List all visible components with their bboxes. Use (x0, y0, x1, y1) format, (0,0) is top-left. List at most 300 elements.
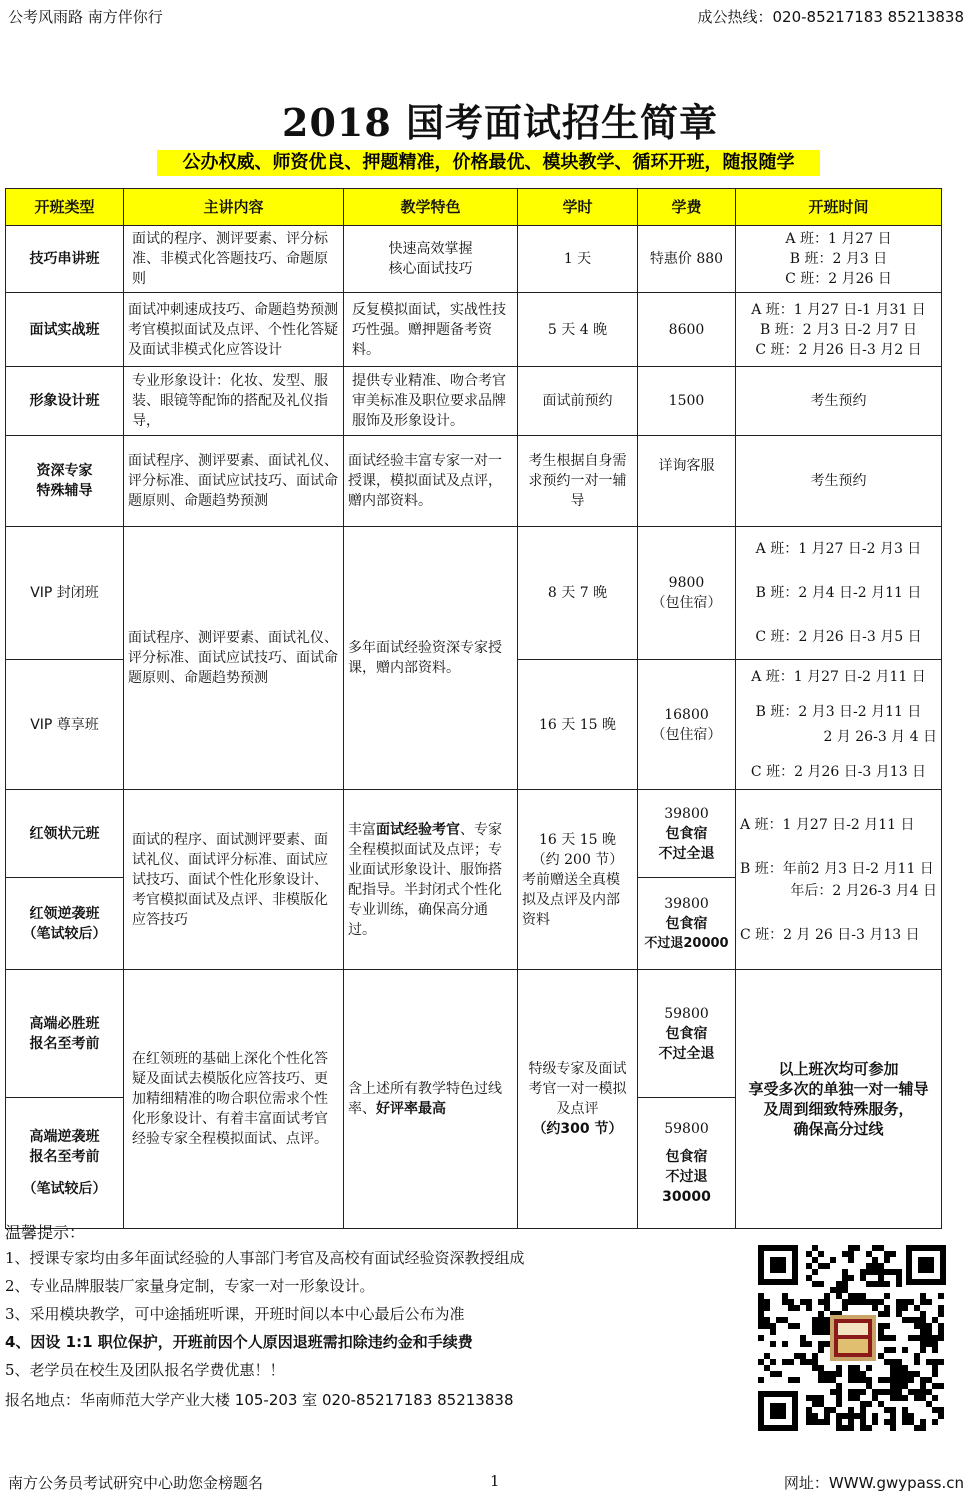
qr-module (920, 1341, 926, 1347)
fee-line: 包食宿 (665, 825, 708, 842)
qr-module (890, 1419, 896, 1425)
feature-text: 含上述所有教学特色过线率、 (348, 1081, 502, 1117)
qr-module (818, 1371, 824, 1377)
qr-module (824, 1419, 830, 1425)
qr-module (914, 1353, 920, 1359)
qr-module (920, 1377, 926, 1383)
class-fee (638, 790, 736, 878)
qr-module (884, 1311, 890, 1317)
qr-module (878, 1389, 884, 1395)
qr-module (866, 1251, 872, 1257)
qr-module (806, 1407, 812, 1413)
qr-module (902, 1317, 908, 1323)
class-type: 面试实战班 (6, 293, 124, 367)
qr-module (806, 1263, 812, 1269)
class-hours (518, 790, 638, 970)
qr-module (902, 1395, 908, 1401)
class-fee (638, 660, 736, 790)
qr-module (896, 1395, 902, 1401)
qr-module (872, 1269, 878, 1275)
qr-module (770, 1329, 776, 1335)
qr-module (812, 1323, 818, 1329)
qr-module (770, 1341, 776, 1347)
class-hours: 1 天 (518, 226, 638, 293)
qr-module (818, 1341, 824, 1347)
fee-line: 39800 (664, 895, 709, 912)
qr-module (902, 1365, 908, 1371)
qr-module (776, 1317, 782, 1323)
qr-module (884, 1269, 890, 1275)
qr-module (926, 1377, 932, 1383)
qr-module (854, 1395, 860, 1401)
qr-module (896, 1299, 902, 1305)
qr-module (872, 1257, 878, 1263)
table-row (6, 367, 942, 436)
qr-module (848, 1257, 854, 1263)
hours-line: 16 天 15 晚 (539, 831, 616, 848)
qr-module (818, 1377, 824, 1383)
qr-module (872, 1299, 878, 1305)
qr-module (920, 1383, 926, 1389)
qr-module (812, 1281, 818, 1287)
qr-module (836, 1383, 842, 1389)
tips-heading: 温馨提示： (5, 1223, 86, 1242)
qr-module (854, 1245, 860, 1251)
qr-module (938, 1407, 944, 1413)
fee-line: 不过退20000 (644, 935, 729, 951)
qr-module (890, 1383, 896, 1389)
class-feature: 多年面试经验资深专家授课，赠内部资料。 (344, 527, 518, 790)
fee-line: 包食宿 (665, 1025, 708, 1042)
qr-module (926, 1401, 932, 1407)
qr-module (836, 1425, 842, 1431)
qr-module (806, 1419, 812, 1425)
qr-module (884, 1323, 890, 1329)
qr-module (848, 1299, 854, 1305)
qr-module (926, 1335, 932, 1341)
qr-module (938, 1293, 944, 1299)
qr-module (938, 1329, 944, 1335)
qr-module (758, 1323, 764, 1329)
time-line: A 班：1 月27 日-2 月11 日 (751, 668, 926, 685)
qr-module (842, 1287, 848, 1293)
qr-module (848, 1377, 854, 1383)
qr-module (848, 1425, 854, 1431)
qr-module (836, 1389, 842, 1395)
tip-item: 1、授课专家均由多年面试经验的人事部门考官及高校有面试经验资深教授组成 (5, 1249, 525, 1267)
qr-module (866, 1401, 872, 1407)
qr-module (812, 1365, 818, 1371)
class-type-line: 高端必胜班 (29, 1015, 100, 1032)
qr-module (836, 1413, 842, 1419)
qr-module (812, 1359, 818, 1365)
qr-module (824, 1293, 830, 1299)
class-fee: 1500 (638, 367, 736, 436)
class-feature (344, 790, 518, 970)
time-line: 以上班次均可参加 (778, 1060, 899, 1078)
qr-module (914, 1323, 920, 1329)
qr-module (884, 1251, 890, 1257)
qr-module (842, 1251, 848, 1257)
time-line: A 班：1 月27 日-2 月3 日 (755, 541, 922, 557)
qr-module (848, 1395, 854, 1401)
footer-website: 网址：WWW.gwypass.cn (783, 1474, 964, 1492)
qr-module (890, 1251, 896, 1257)
qr-module (818, 1329, 824, 1335)
qr-module (818, 1365, 824, 1371)
qr-module (932, 1347, 938, 1353)
qr-module (920, 1293, 926, 1299)
class-time: 考生预约 (736, 367, 942, 436)
fee-line: 包食宿 (665, 1149, 708, 1165)
qr-module (758, 1299, 764, 1305)
qr-module (866, 1365, 872, 1371)
qr-module (848, 1275, 854, 1281)
qr-module (872, 1419, 878, 1425)
qr-module (914, 1335, 920, 1341)
time-line: B 班：2 月4 日-2 月11 日 (755, 585, 922, 601)
qr-module (758, 1359, 764, 1365)
qr-module (902, 1407, 908, 1413)
qr-module (896, 1269, 902, 1275)
qr-module (884, 1347, 890, 1353)
qr-module (920, 1335, 926, 1341)
qr-module (932, 1365, 938, 1371)
qr-module (824, 1263, 830, 1269)
qr-module (908, 1371, 914, 1377)
qr-module (830, 1287, 836, 1293)
fee-line: 59800 (664, 1005, 709, 1022)
qr-module (806, 1275, 812, 1281)
col-header-time: 开班时间 (736, 189, 942, 226)
qr-module (782, 1293, 788, 1299)
qr-module (914, 1359, 920, 1365)
qr-module (884, 1281, 890, 1287)
qr-module (806, 1251, 812, 1257)
qr-module (848, 1407, 854, 1413)
table-row (6, 436, 942, 527)
time-line: 年后：2 月26-3 月4 日 (790, 882, 937, 899)
qr-module (800, 1353, 806, 1359)
qr-module (914, 1425, 920, 1431)
time-line: B 班：2 月3 日 (789, 251, 888, 267)
qr-module (854, 1371, 860, 1377)
qr-module (836, 1401, 842, 1407)
qr-module (848, 1389, 854, 1395)
class-fee: 详询客服 (638, 436, 736, 527)
qr-code-icon (756, 1243, 948, 1433)
qr-module (872, 1413, 878, 1419)
qr-module (866, 1425, 872, 1431)
qr-module (758, 1293, 764, 1299)
fee-line: 16800 (664, 706, 709, 723)
qr-module (824, 1413, 830, 1419)
qr-module (824, 1377, 830, 1383)
qr-module (806, 1305, 812, 1311)
qr-module (914, 1317, 920, 1323)
qr-module (878, 1353, 884, 1359)
qr-module (926, 1323, 932, 1329)
qr-module (890, 1377, 896, 1383)
qr-module (812, 1257, 818, 1263)
hours-line: 特级专家及面试考官一对一模拟及点评 (528, 1061, 627, 1117)
class-feature: 快速高效掌握 核心面试技巧 (344, 226, 518, 293)
qr-module (908, 1419, 914, 1425)
qr-module (824, 1341, 830, 1347)
qr-module (872, 1395, 878, 1401)
class-fee (638, 970, 736, 1098)
qr-module (890, 1347, 896, 1353)
qr-module (788, 1377, 794, 1383)
qr-module (896, 1365, 902, 1371)
class-type-line: 特殊辅导 (36, 483, 93, 499)
page-subtitle: 公办权威、师资优良、押题精准，价格最优、模块教学、循环开班，随报随学 (157, 150, 820, 176)
qr-module (812, 1329, 818, 1335)
page-title: 2018 国考面试招生简章 (282, 100, 718, 145)
tip-item: 2、专业品牌服装厂家量身定制，专家一对一形象设计。 (5, 1277, 375, 1295)
qr-module (872, 1389, 878, 1395)
qr-module (782, 1299, 788, 1305)
qr-module (938, 1323, 944, 1329)
qr-module (878, 1263, 884, 1269)
qr-module (812, 1401, 818, 1407)
qr-module (818, 1347, 824, 1353)
class-type (6, 436, 124, 527)
address (5, 1386, 525, 1414)
col-header-fee: 学费 (638, 189, 736, 226)
page-number: 1 (490, 1472, 500, 1490)
qr-module (932, 1359, 938, 1365)
qr-module (920, 1317, 926, 1323)
time-line: C 班：2 月 26 日-3 月13 日 (740, 926, 920, 943)
qr-module (896, 1305, 902, 1311)
qr-module (878, 1323, 884, 1329)
class-fee: 8600 (638, 293, 736, 367)
class-time (736, 226, 942, 293)
qr-module (896, 1377, 902, 1383)
qr-module (800, 1359, 806, 1365)
table-row (6, 226, 942, 293)
qr-module (782, 1341, 788, 1347)
qr-module (818, 1395, 824, 1401)
qr-module (938, 1335, 944, 1341)
qr-module (896, 1281, 902, 1287)
address-text: 报名地点：华南师范大学产业大楼 105-203 室 020-85217183 85213838 (5, 1391, 514, 1409)
qr-module (908, 1389, 914, 1395)
qr-module (812, 1269, 818, 1275)
time-line: C 班：2 月26 日-3 月13 日 (750, 763, 927, 780)
qr-module (836, 1419, 842, 1425)
qr-module (890, 1365, 896, 1371)
qr-module (824, 1299, 830, 1305)
qr-module (908, 1317, 914, 1323)
qr-module (896, 1311, 902, 1317)
qr-module (818, 1251, 824, 1257)
fee-line: 包食宿 (665, 915, 708, 932)
qr-module (770, 1323, 776, 1329)
qr-module (884, 1377, 890, 1383)
qr-module (884, 1335, 890, 1341)
table-row (6, 790, 942, 878)
qr-module (878, 1269, 884, 1275)
class-type (6, 970, 124, 1098)
class-time (736, 790, 942, 970)
class-hours (518, 970, 638, 1229)
qr-module (758, 1317, 764, 1323)
footer-slogan: 南方公务员考试研究中心助您金榜题名 (8, 1474, 264, 1492)
qr-module (758, 1377, 764, 1383)
qr-module (896, 1371, 902, 1377)
table-row (6, 293, 942, 367)
fee-line: 不过退 (665, 1169, 708, 1185)
qr-module (794, 1353, 800, 1359)
qr-code-image (756, 1243, 948, 1433)
qr-module (854, 1377, 860, 1383)
qr-module (818, 1311, 824, 1317)
qr-module (842, 1413, 848, 1419)
time-line: C 班：2 月26 日 (785, 271, 892, 287)
qr-module (872, 1263, 878, 1269)
qr-module (890, 1335, 896, 1341)
qr-module (878, 1377, 884, 1383)
feature-highlight: 好评率最高 (376, 1101, 446, 1117)
qr-module (926, 1341, 932, 1347)
fee-line: 9800 (668, 575, 705, 591)
qr-module (896, 1389, 902, 1395)
qr-module (824, 1371, 830, 1377)
qr-module (788, 1323, 794, 1329)
qr-module (890, 1389, 896, 1395)
qr-module (758, 1305, 764, 1311)
class-type-line: 资深专家 (36, 463, 93, 479)
class-type: 红领状元班 (6, 790, 124, 878)
qr-module (902, 1413, 908, 1419)
qr-module (848, 1251, 854, 1257)
qr-module (920, 1389, 926, 1395)
class-content: 面试的程序、面试测评要素、面试礼仪、面试评分标准、面试应试技巧、面试个性化形象设计、考官模拟面试及点评、非模版化应答技巧 (124, 790, 344, 970)
class-type (6, 1098, 124, 1229)
qr-module (800, 1299, 806, 1305)
qr-module (794, 1323, 800, 1329)
hours-line: 考前赠送全真模拟及点评及内部资料 (522, 871, 620, 928)
qr-module (866, 1269, 872, 1275)
qr-module (842, 1425, 848, 1431)
qr-module (926, 1389, 932, 1395)
qr-module (824, 1329, 830, 1335)
qr-module (836, 1281, 842, 1287)
qr-module (824, 1317, 830, 1323)
qr-module (848, 1365, 854, 1371)
qr-module (872, 1245, 878, 1251)
qr-module (884, 1293, 890, 1299)
time-line: B 班：年前2 月3 日-2 月11 日 (740, 860, 934, 877)
qr-module (848, 1245, 854, 1251)
class-type: 形象设计班 (6, 367, 124, 436)
qr-module (902, 1383, 908, 1389)
qr-module (866, 1281, 872, 1287)
qr-module (812, 1353, 818, 1359)
qr-module (878, 1245, 884, 1251)
qr-module (902, 1419, 908, 1425)
qr-module (908, 1413, 914, 1419)
qr-module (836, 1395, 842, 1401)
class-time (736, 527, 942, 660)
qr-module (764, 1353, 770, 1359)
qr-module (860, 1413, 866, 1419)
fee-line: （包住宿） (651, 595, 722, 611)
qr-module (866, 1377, 872, 1383)
qr-module (806, 1359, 812, 1365)
class-type: VIP 封闭班 (6, 527, 124, 660)
qr-module (908, 1335, 914, 1341)
time-line: A 班：1 月27 日 (785, 231, 892, 247)
class-fee (638, 527, 736, 660)
qr-module (776, 1371, 782, 1377)
qr-module (866, 1299, 872, 1305)
qr-module (884, 1305, 890, 1311)
qr-module (872, 1281, 878, 1287)
qr-module (920, 1323, 926, 1329)
qr-module (884, 1407, 890, 1413)
qr-module (842, 1299, 848, 1305)
qr-module (854, 1365, 860, 1371)
qr-module (902, 1377, 908, 1383)
class-hours: 考生根据自身需求预约一对一辅导 (518, 436, 638, 527)
col-header-content: 主讲内容 (124, 189, 344, 226)
qr-module (878, 1335, 884, 1341)
time-line: C 班：2 月26 日-3 月5 日 (755, 629, 922, 645)
qr-module (836, 1371, 842, 1377)
qr-module (920, 1311, 926, 1317)
qr-module (758, 1311, 764, 1317)
qr-module (890, 1413, 896, 1419)
qr-module (830, 1377, 836, 1383)
fee-line: 30000 (662, 1189, 711, 1205)
qr-module (782, 1317, 788, 1323)
qr-module (842, 1305, 848, 1311)
class-feature: 面试经验丰富专家一对一授课，模拟面试及点评，赠内部资料。 (344, 436, 518, 527)
qr-module (860, 1371, 866, 1377)
qr-module (920, 1347, 926, 1353)
qr-module (770, 1371, 776, 1377)
qr-module (848, 1419, 854, 1425)
qr-module (842, 1281, 848, 1287)
qr-module (920, 1419, 926, 1425)
hours-line: （约 200 节） (531, 851, 624, 868)
table-row (6, 527, 942, 660)
qr-module (932, 1371, 938, 1377)
time-line: B 班：2 月3 日-2 月11 日 (755, 703, 922, 720)
feature-text: 、专家全程模拟面试及点评；专业面试形象设计、服饰搭配指导。半封闭式个性化专业训练，确保高分通过。 (348, 821, 502, 938)
qr-module (902, 1305, 908, 1311)
qr-module (914, 1371, 920, 1377)
qr-module (782, 1359, 788, 1365)
tips-section (5, 1222, 525, 1414)
qr-module (896, 1383, 902, 1389)
qr-module (770, 1359, 776, 1365)
qr-module (890, 1407, 896, 1413)
qr-module (812, 1419, 818, 1425)
qr-module (800, 1335, 806, 1341)
qr-module (890, 1371, 896, 1377)
table-header-row (6, 189, 942, 226)
qr-module (908, 1377, 914, 1383)
class-hours: 16 天 15 晚 (518, 660, 638, 790)
qr-module (830, 1407, 836, 1413)
qr-module (914, 1305, 920, 1311)
class-type-line: （笔试较后） (22, 925, 107, 942)
qr-module (764, 1365, 770, 1371)
